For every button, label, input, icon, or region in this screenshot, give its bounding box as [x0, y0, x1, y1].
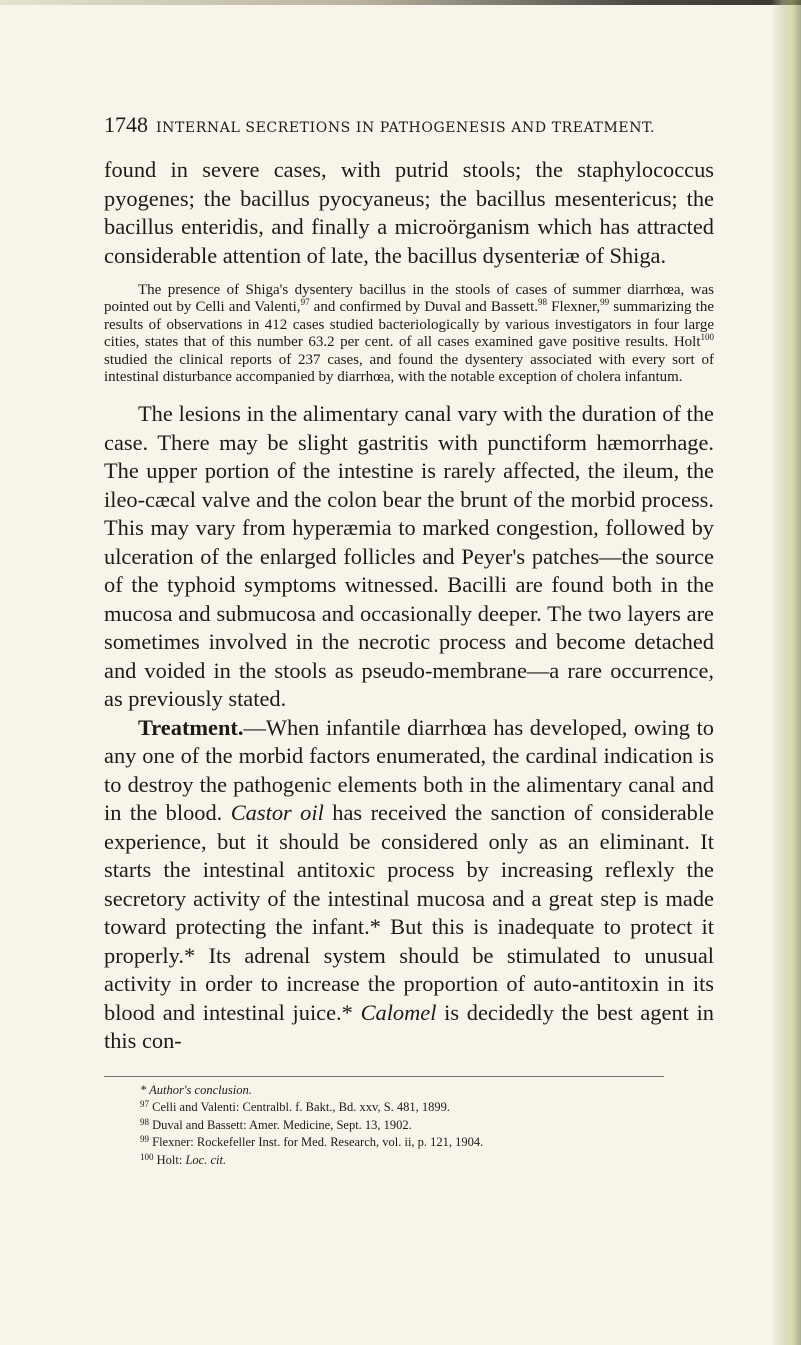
footnotes: [104, 1083, 714, 1168]
footnote-text: Holt:: [153, 1152, 186, 1167]
text-segment: Flexner,: [547, 299, 601, 316]
footnote-divider: [104, 1076, 664, 1077]
running-title: INTERNAL SECRETIONS IN PATHOGENESIS AND TREATMENT.: [156, 120, 656, 136]
paragraph-lesions: The lesions in the alimentary canal vary with the duration of the case. There may be slight gastritis with punctiform hæmorrhage. The upper portion of the intestine is rarely affected, the ileum, the ileo-cæcal valve and the colon bear the brunt of the morbid process. This may vary from hyperæmia to marked congestion, followed by ulceration of the enlarged follicles and Peyer's patches—the source of the typhoid symptoms witnessed. Bacilli are found both in the mucosa and submucosa and occasionally deeper. The two layers are sometimes involved in the necrotic process and become detached and voided in the stools as pseudo-membrane—a rare occurrence, as previously stated.: [104, 401, 714, 712]
reference-98: 98: [538, 297, 547, 308]
calomel-term: Calomel: [360, 999, 437, 1025]
footnote-author-text: * Author's conclusion.: [140, 1082, 252, 1097]
footnote-text: Duval and Bassett: Amer. Medicine, Sept. 13, 1902.: [149, 1117, 412, 1132]
text-segment: has received the sanction of considerable experience, but it should be considered only as an eliminant. It starts the intestinal antitoxic process by increasing reflexly the secretory activity of the intestinal mucosa and a great step is made toward protecting the infant.* But this is inadequate to protect it properly.* Its adrenal system should be stimulated to unusual activity in order to increase the proportion of auto-antitoxin in its blood and intestinal juice.*: [104, 800, 714, 1025]
reference-100: 100: [700, 332, 714, 343]
footnote-100: [140, 1150, 714, 1168]
text-segment: and confirmed by Duval and Bassett.: [309, 299, 538, 316]
footnote-number: 99: [140, 1134, 149, 1145]
castor-oil-term: Castor oil: [230, 800, 324, 826]
text-segment: summarizing the results of observations in 412 cases studied bacteriologically by various investigators in four large cities, states that of this number 63.2 per cent. of all cases examined gave positive results. Holt: [104, 299, 714, 351]
text-segment: —When infantile diarrhœa has developed, owing to any one of the morbid factors enumerated, the cardinal indication is to destroy the pathogenic elements both in the alimentary canal and in the blood.: [104, 714, 714, 826]
footnote-99: [140, 1132, 714, 1150]
text-segment: is decidedly the best agent in this con-: [104, 999, 714, 1054]
running-head: [104, 112, 714, 138]
footnote-number: 97: [140, 1099, 149, 1110]
footnote-loc-cit: Loc. cit.: [185, 1152, 227, 1167]
page-top-edge: [0, 0, 801, 5]
paragraph-treatment: [104, 714, 714, 1056]
treatment-heading: Treatment.: [138, 714, 244, 740]
page-right-edge-shadow: [771, 0, 801, 1345]
footnote-number: 98: [140, 1116, 149, 1127]
footnote-text: Flexner: Rockefeller Inst. for Med. Research, vol. ii, p. 121, 1904.: [149, 1135, 484, 1150]
page-number: 1748: [104, 112, 148, 137]
reference-99: 99: [600, 297, 610, 308]
footnote-text: Celli and Valenti: Centralbl. f. Bakt., Bd. xxv, S. 481, 1899.: [149, 1100, 451, 1115]
book-page: [104, 112, 714, 1167]
text-segment: studied the clinical reports of 237 cases, and found the dysentery associated with every sort of intestinal disturbance accompanied by diarrhœa, with the notable exception of cholera infantum.: [104, 351, 714, 386]
footnote-97: [140, 1097, 714, 1115]
reference-97: 97: [300, 297, 310, 308]
paragraph-shiga-bacillus: [104, 282, 714, 386]
footnote-number: 100: [140, 1151, 154, 1162]
footnote-98: [140, 1115, 714, 1133]
paragraph-bacteria-list: found in severe cases, with putrid stools; the staphylococcus pyogenes; the bacillus pyocyaneus; the bacillus mesentericus; the bacillus enteridis, and finally a microörganism which has attracted considerable attention of late, the bacillus dysenteriæ of Shiga.: [104, 157, 714, 268]
text-segment: The presence of Shiga's dysentery bacillus in the stools of cases of summer diarrhœa, was pointed out by Celli and Valenti,: [104, 282, 714, 316]
footnote-author: [140, 1083, 714, 1098]
